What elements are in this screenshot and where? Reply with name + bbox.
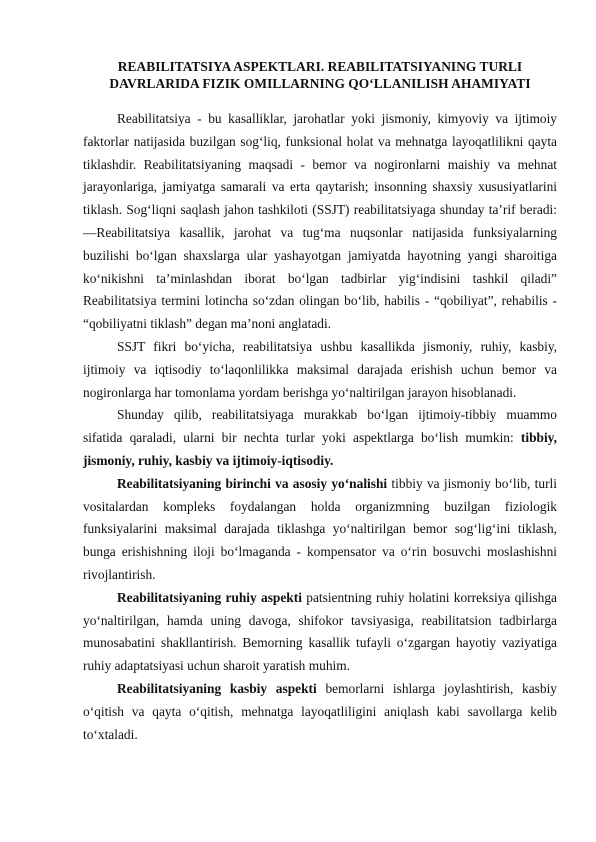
psychological-aspect-heading: Reabilitatsiyaning ruhiy aspekti [117,589,302,605]
professional-aspect-text: bemorlarni ishlarga joylashtirish, kasbiy o‘qitish va qayta o‘qitish, mehnatga layoqatliligini aniqlash kabi savollarga kelib to‘xtaladi. [83,680,557,742]
paragraph-aspects-bold: tibbiy, jismoniy, ruhiy, kasbiy va ijtimoiy-iqtisodiy. [83,430,557,468]
document-page [83,58,557,746]
medical-aspect-text: tibbiy va jismoniy bo‘lib, turli vositalardan kompleks foydalangan holda organizmning buzilgan fiziologik funksiyalarini maksimal darajada tiklashga yo‘naltirilgan bemor sog‘lig‘ini tiklash, bunga erishishning iloji bo‘lmaganda - kompensator va o‘rin bosuvchi moslashishni rivojlantirish. [83,475,557,582]
paragraph-ssjt-opinion: SSJT fikri bo‘yicha, reabilitatsiya ushbu kasallikda jismoniy, ruhiy, kasbiy, ijtimoiy va iqtisodiy to‘laqonlilikka maksimal darajada erishish uchun bemor va nogironlarga har tomonlama yordam berishga yo‘naltirilgan jarayon hisoblanadi. [83,338,557,400]
title-line-2: DAVRLARIDA FIZIK OMILLARNING QO‘LLANILISH AHAMIYATI [109,76,531,91]
psychological-aspect-text: patsientning ruhiy holatini korreksiya qilishga yo‘naltirilgan, hamda uning davoga, shifokor tavsiyasiga, reabilitatsion tadbirlarga munosabatini shakllantirish. Bemorning kasallik tufayli o‘zgargan hayotiy vaziyatiga ruhiy adaptatsiyasi uchun sharoit yaratish muhim. [83,589,557,674]
document-title [83,58,557,92]
paragraph-definition: Reabilitatsiya - bu kasalliklar, jarohatlar yoki jismoniy, kimyoviy va ijtimoiy faktorlar natijasida buzilgan sog‘liq, funksional holat va mehnatga layoqatlilikni qayta tiklashdir. Reabilitatsiyaning maqsadi - bemor va nogironlarni maishiy va mehnat jarayonlariga, jamiyatga samarali va erta qaytarish; insonning shaxsiy xususiyatlarini tiklash. Sog‘liqni saqlash jahon tashkiloti (SSJT) reabilitatsiyaga shunday ta’rif beradi: ―Reabilitatsiya kasallik, jarohat va tug‘ma nuqsonlar natijasida funksiyalarning buzilishi bo‘lgan shaxslarga ular yashayotgan jamiyatda hayotning yangi sharoitiga ko‘nikishni ta’minlashdan iborat bo‘lgan tadbirlar yig‘indisini tashkil qiladi” Reabilitatsiya termini lotincha so‘zdan olingan bo‘lib, habilis - “qobiliyat”, rehabilis - “qobiliyatni tiklash” degan ma’noni anglatadi. [83,111,557,332]
paragraph-medical-aspect [83,473,557,587]
title-line-1: REABILITATSIYA ASPEKTLARI. REABILITATSIYANING TURLI [117,59,523,74]
paragraph-psychological-aspect [83,587,557,678]
paragraph-aspects-text: Shunday qilib, reabilitatsiyaga murakkab bo‘lgan ijtimoiy-tibbiy muammo sifatida qaraladi, ularni bir nechta turlar yoki aspektlarga bo‘lish mumkin: [83,407,557,446]
professional-aspect-heading: Reabilitatsiyaning kasbiy aspekti [117,680,317,696]
paragraph-professional-aspect [83,678,557,746]
paragraph-aspects [83,404,557,472]
medical-aspect-heading: Reabilitatsiyaning birinchi va asosiy yo‘nalishi [117,475,388,491]
